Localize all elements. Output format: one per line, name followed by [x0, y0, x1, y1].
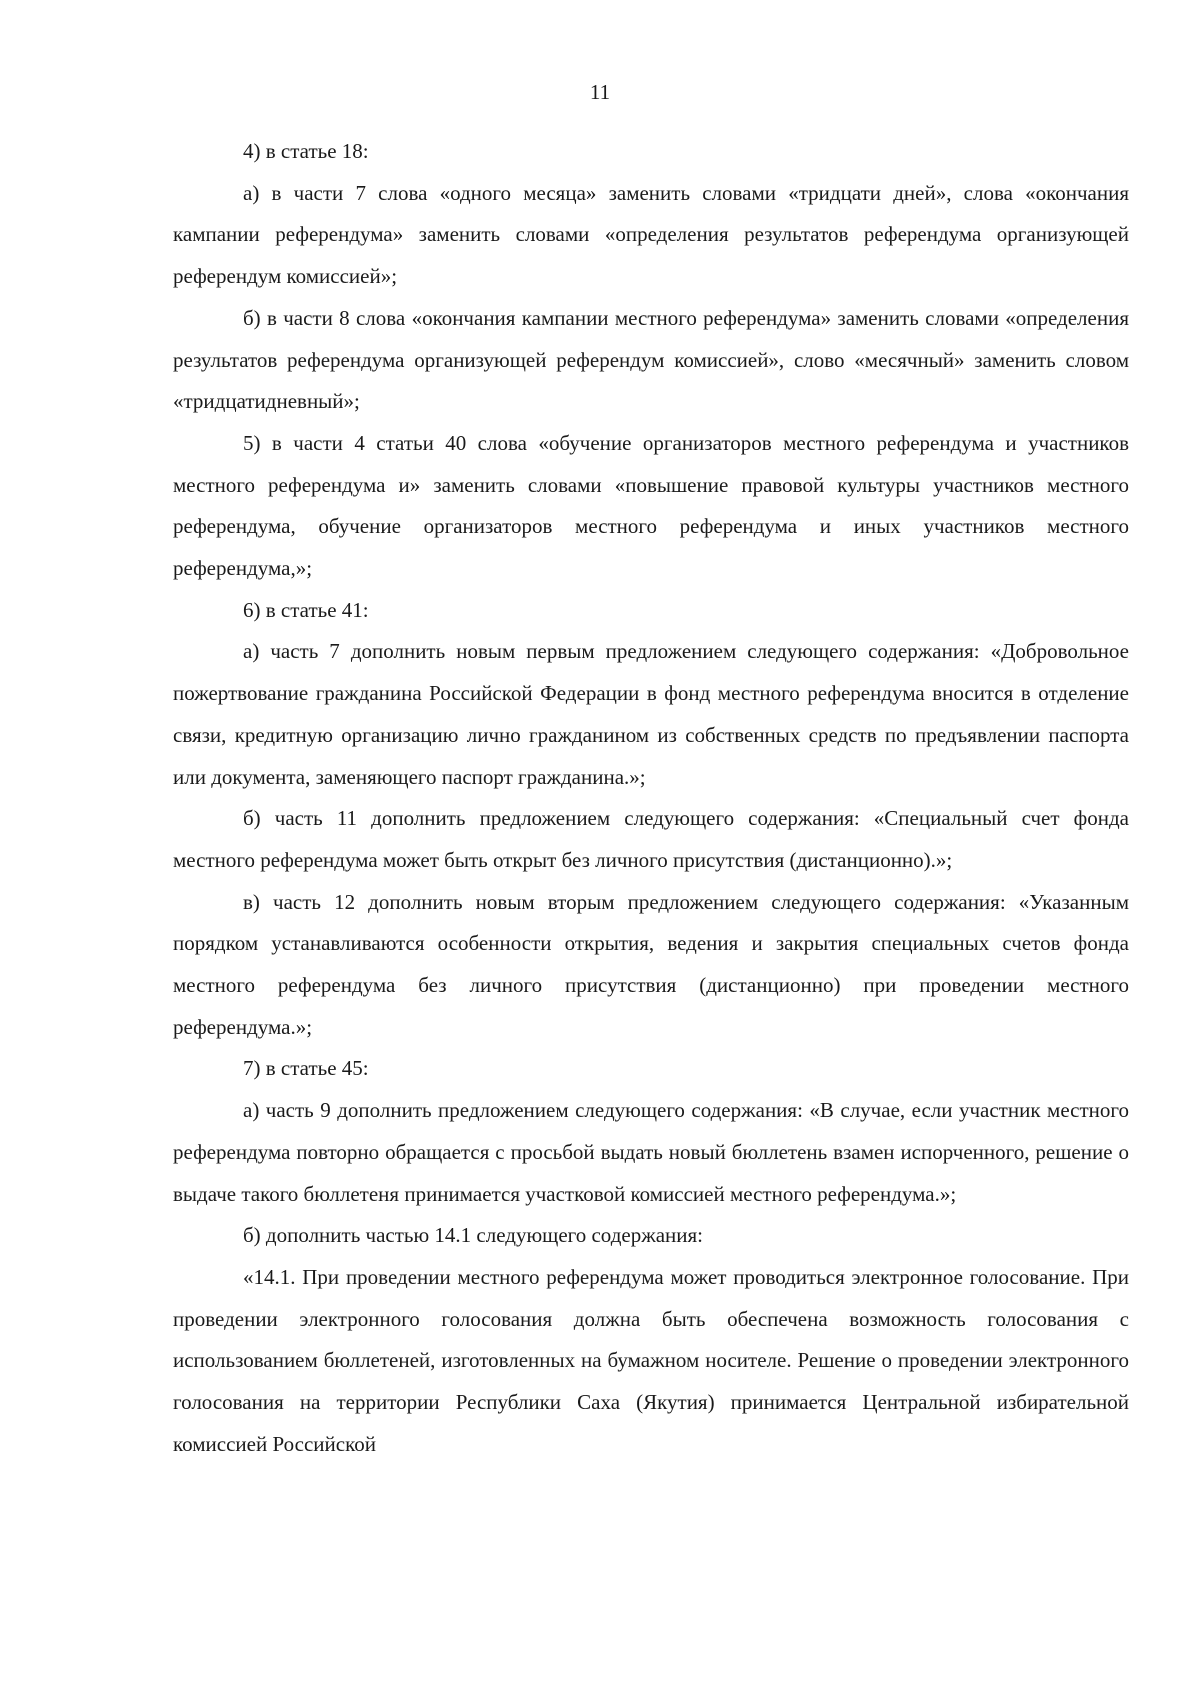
document-body: [173, 131, 1129, 1466]
item-4b-part-8: б) в части 8 слова «окончания кампании местного референдума» заменить словами «определения результатов референдума организующей референдум комиссией», слово «месячный» заменить словом «тридцатидневный»;: [173, 305, 1129, 414]
item-5-article-40: 5) в части 4 статьи 40 слова «обучение организаторов местного референдума и участников местного референдума и» заменить словами «повышение правовой культуры участников местного референдума, обучение организаторов местного референдума и иных участников местного референдума,»;: [173, 430, 1129, 581]
item-7b-part-14-1: б) дополнить частью 14.1 следующего содержания:: [243, 1223, 704, 1248]
item-6v-part-12: в) часть 12 дополнить новым вторым предложением следующего содержания: «Указанным порядком устанавливаются особенности открытия, ведения и закрытия специальных счетов фонда местного референдума без личного присутствия (дистанционно) при проведении местного референдума.»;: [173, 889, 1129, 1039]
page-number: 11: [589, 80, 611, 104]
item-7-article-45: 7) в статье 45:: [243, 1056, 369, 1081]
part-14-1-text: «14.1. При проведении местного референдума может проводиться электронное голосование. При проведении электронного голосования должна быть обеспечена возможность голосования с использованием бюллетеней, изготовленных на бумажном носителе. Решение о проведении электронного голосования на территории Республики Саха (Якутия) принимается Центральной избирательной комиссией Российской: [173, 1264, 1129, 1456]
item-4-article-18: 4) в статье 18:: [243, 139, 369, 163]
item-7a-part-9: а) часть 9 дополнить предложением следующего содержания: «В случае, если участник местного референдума повторно обращается с просьбой выдать новый бюллетень взамен испорченного, решение о выдаче такого бюллетеня принимается участковой комиссией местного референдума.»;: [173, 1098, 1129, 1206]
item-4a-part-7: а) в части 7 слова «одного месяца» заменить словами «тридцати дней», слова «окончания кампании референдума» заменить словами «определения результатов референдума организующей референдум комиссией»;: [173, 180, 1129, 289]
item-6b-part-11: б) часть 11 дополнить предложением следующего содержания: «Специальный счет фонда местного референдума может быть открыт без личного присутствия (дистанционно).»;: [173, 806, 1129, 872]
item-6a-part-7: а) часть 7 дополнить новым первым предложением следующего содержания: «Добровольное пожертвование гражданина Российской Федерации в фонд местного референдума вносится в отделение связи, кредитную организацию лично гражданином из собственных средств по предъявлении паспорта или документа, заменяющего паспорт гражданина.»;: [173, 639, 1129, 789]
item-6-article-41: 6) в статье 41:: [243, 597, 369, 622]
